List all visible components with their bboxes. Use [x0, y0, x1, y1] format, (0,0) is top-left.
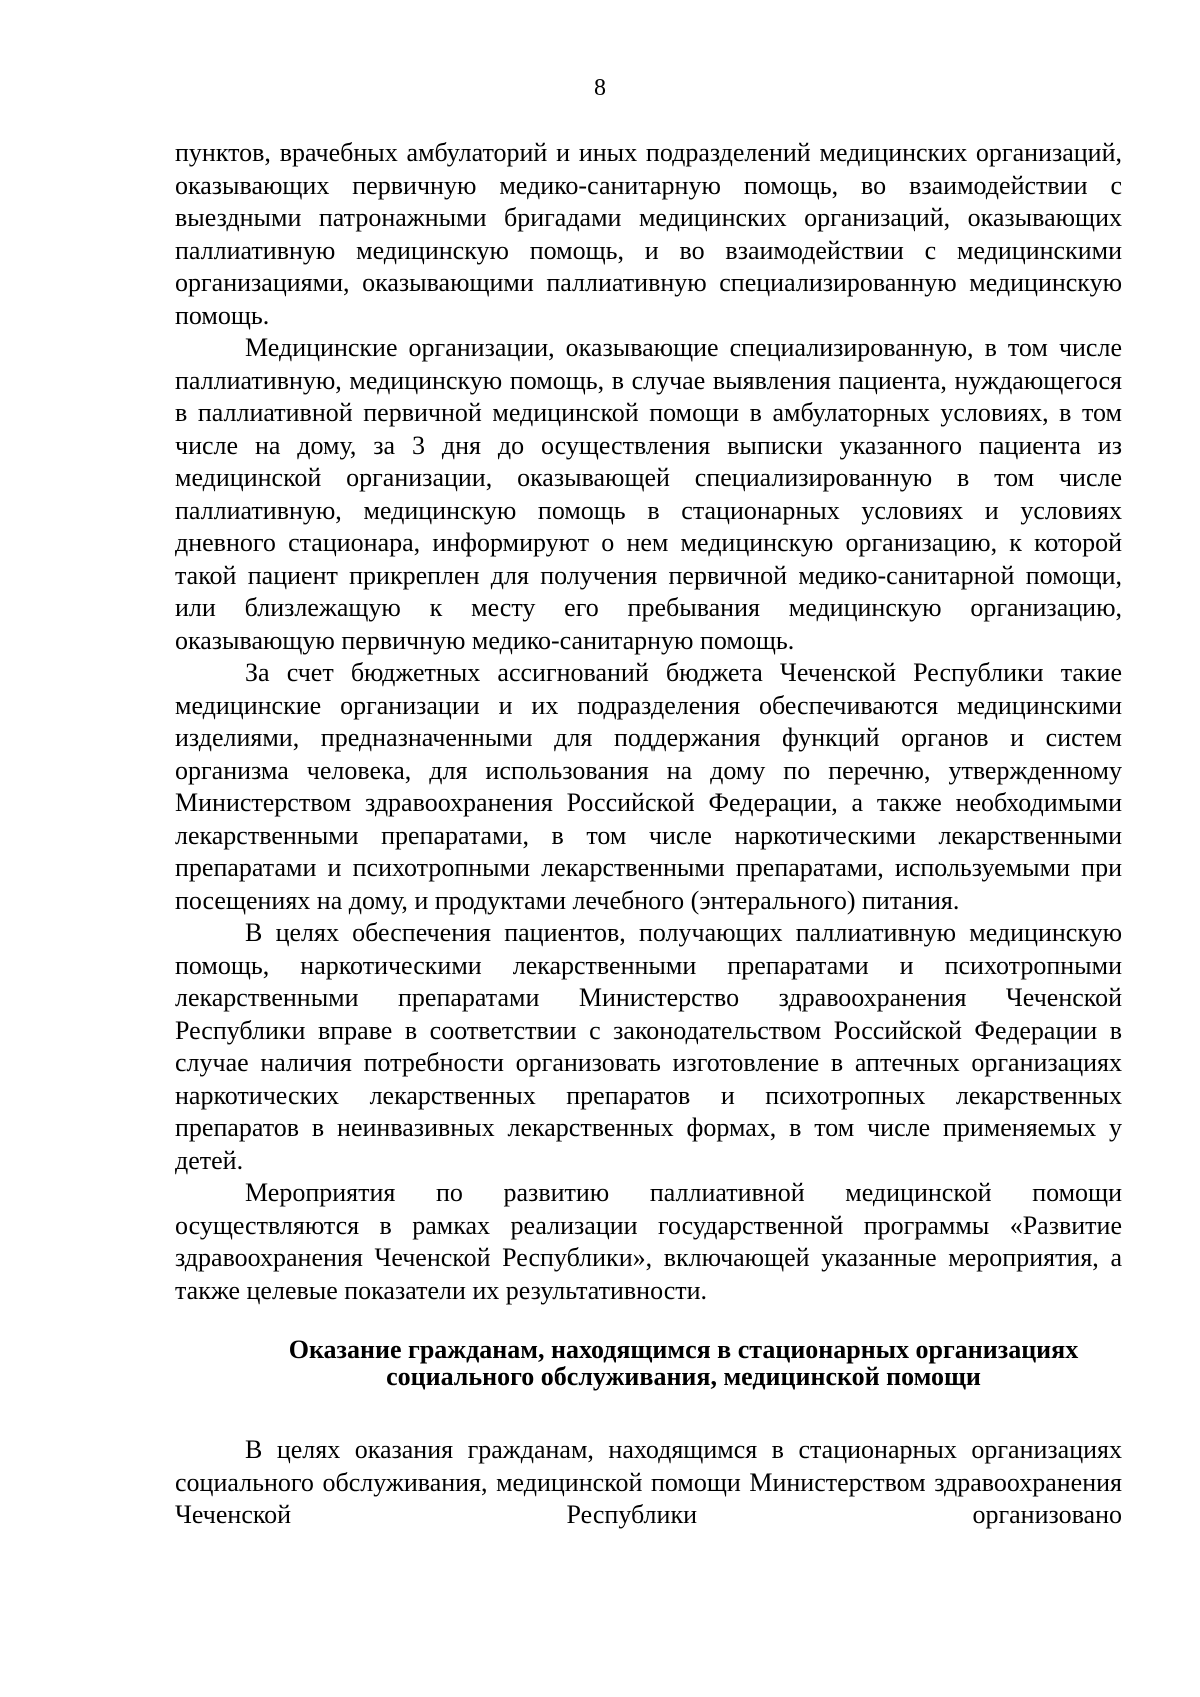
page-number: 8 — [594, 75, 606, 101]
paragraph-continued: пунктов, врачебных амбулаторий и иных подразделений медицинских организаций, оказывающих первичную медико-санитарную помощь, во взаимодействии с выездными патронажными бригадами медицинских организаций, оказывающих паллиативную медицинскую помощь, и во взаимодействии с медицинскими организациями, оказывающими паллиативную специализированную медицинскую помощь. — [175, 138, 1122, 330]
section-heading: Оказание гражданам, находящимся в стационарных организациях социального обслуживания, медицинской помощи — [288, 1335, 1079, 1391]
document-body — [175, 137, 1122, 1532]
paragraph-program-measures: Мероприятия по развитию паллиативной медицинской помощи осуществляются в рамках реализации государственной программы «Развитие здравоохранения Чеченской Республики», включающей указанные мероприятия, а также целевые показатели их результативности. — [175, 1178, 1122, 1305]
paragraph-specialized-care: Медицинские организации, оказывающие специализированную, в том числе паллиативную, медицинскую помощь, в случае выявления пациента, нуждающегося в паллиативной первичной медицинской помощи в амбулаторных условиях, в том числе на дому, за 3 дня до осуществления выписки указанного пациента из медицинской организации, оказывающей специализированную в том числе паллиативную, медицинскую помощь в стационарных условиях и условиях дневного стационара, информируют о нем медицинскую организацию, к которой такой пациент прикреплен для получения первичной медико-санитарной помощи, или близлежащую к месту его пребывания медицинскую организацию, оказывающую первичную медико-санитарную помощь. — [175, 333, 1122, 655]
paragraph-narcotic-drugs: В целях обеспечения пациентов, получающих паллиативную медицинскую помощь, наркотическими лекарственными препаратами и психотропными лекарственными препаратами Министерство здравоохранения Чеченской Республики вправе в соответствии с законодательством Российской Федерации в случае наличия потребности организовать изготовление в аптечных организациях наркотических лекарственных препаратов и психотропных лекарственных препаратов в неинвазивных лекарственных формах, в том числе применяемых у детей. — [175, 918, 1122, 1175]
paragraph-budget-funding: За счет бюджетных ассигнований бюджета Чеченской Республики такие медицинские организации и их подразделения обеспечиваются медицинскими изделиями, предназначенными для поддержания функций органов и систем организма человека, для использования на дому по перечню, утвержденному Министерством здравоохранения Российской Федерации, а также необходимыми лекарственными препаратами, в том числе наркотическими лекарственными препаратами и психотропными лекарственными препаратами, используемыми при посещениях на дому, и продуктами лечебного (энтерального) питания. — [175, 658, 1122, 915]
paragraph-social-care: В целях оказания гражданам, находящимся в стационарных организациях социального обслуживания, медицинской помощи Министерством здравоохранения Чеченской Республики организовано — [175, 1435, 1122, 1529]
